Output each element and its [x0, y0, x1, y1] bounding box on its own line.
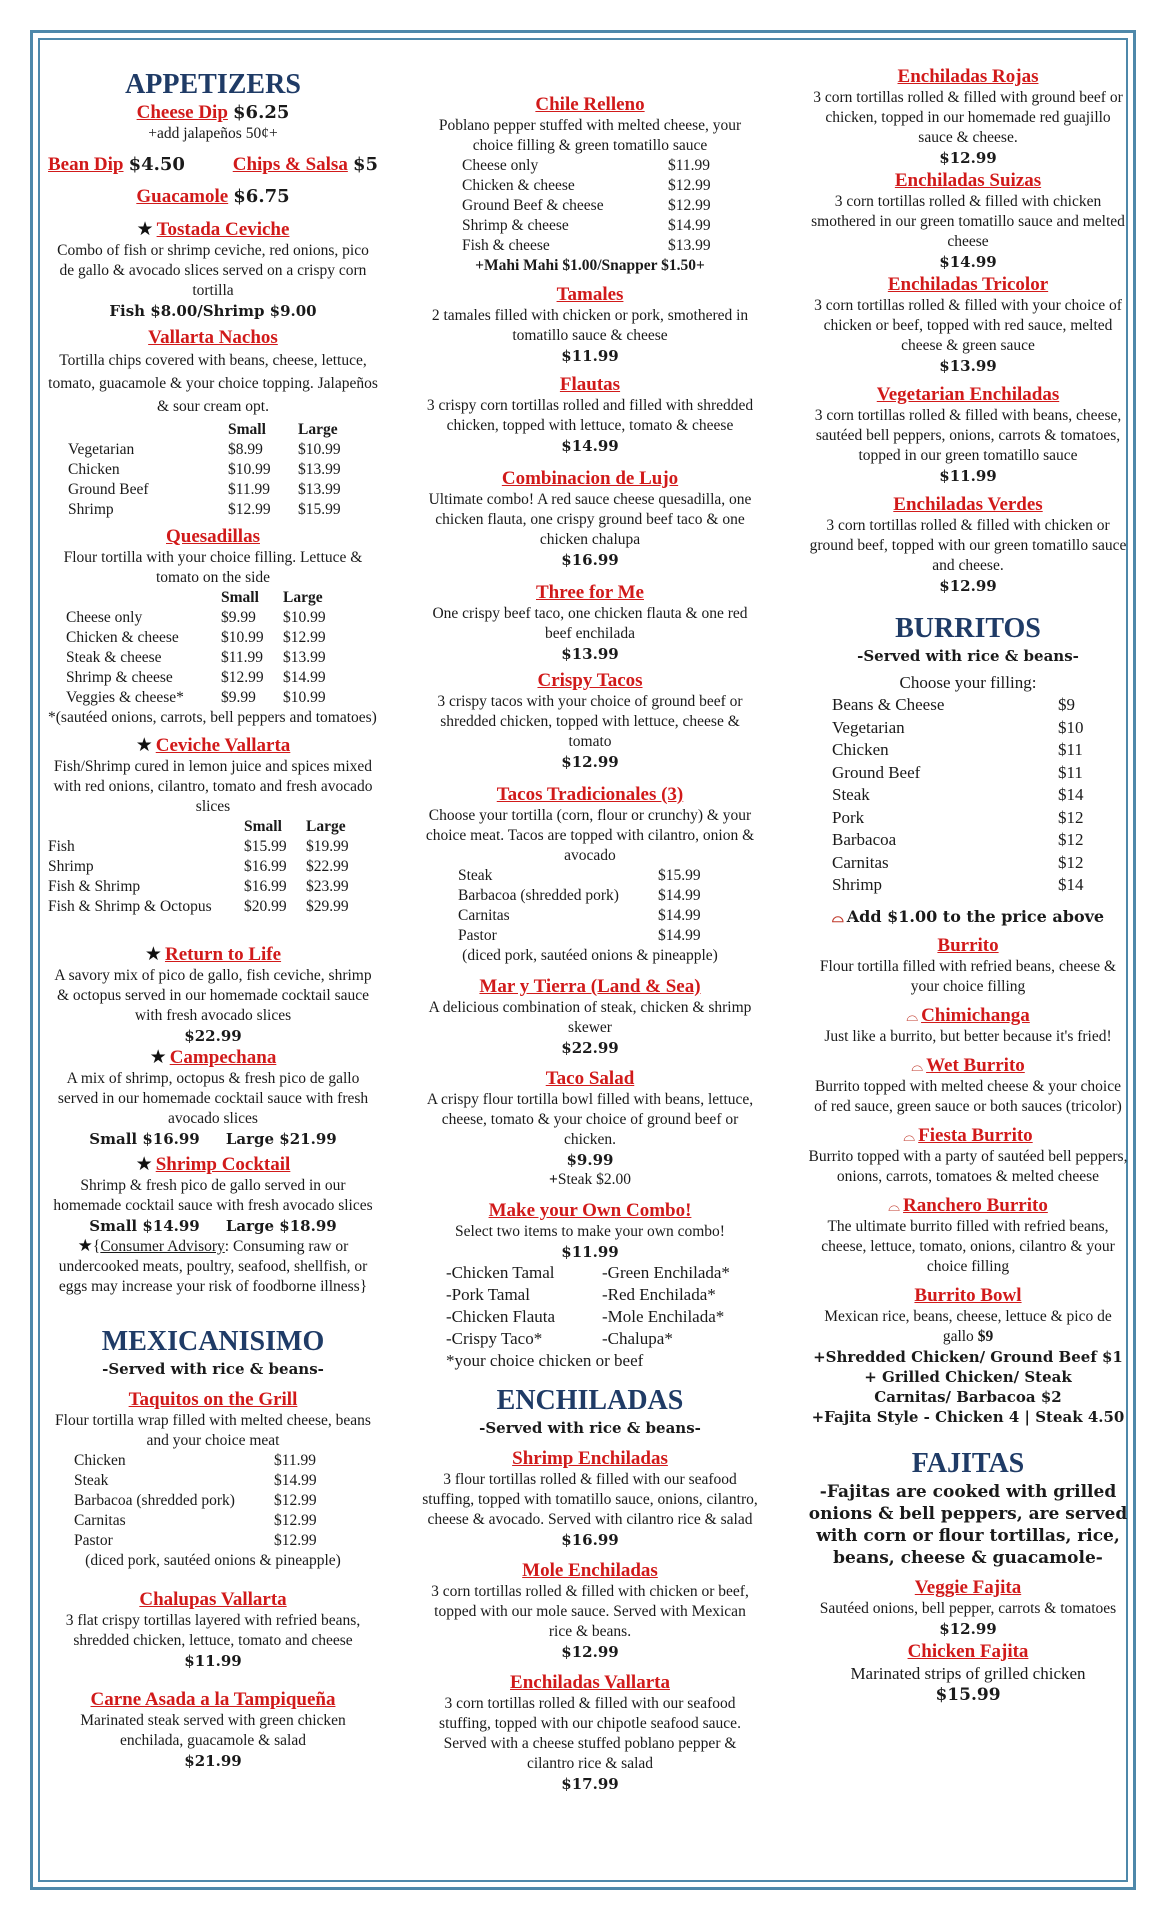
filling-price: $14	[1058, 785, 1084, 804]
combo-option: -Green Enchilada*	[602, 1263, 730, 1282]
fajitas-subtitle: -Fajitas are cooked with grilled onions & bell peppers, are served with corn or flour tortillas, rice, beans, cheese & guacamole-	[808, 1481, 1128, 1568]
chile-relleno-table	[422, 156, 758, 256]
burrito-bowl-title: Burrito Bowl	[914, 1284, 1022, 1306]
sombrero-icon: ⌓	[888, 1196, 901, 1215]
vegetarian-enchiladas-title: Vegetarian Enchiladas	[876, 384, 1060, 405]
mar-y-tierra-title: Mar y Tierra (Land & Sea)	[479, 976, 701, 997]
combo-option: -Chicken Tamal	[446, 1263, 555, 1282]
nachos-row-name: Shrimp	[68, 501, 114, 518]
filling-name: Barbacoa	[832, 830, 897, 849]
quesadillas-table	[48, 588, 378, 708]
nachos-table	[48, 420, 378, 520]
filling-name: Chicken	[832, 740, 889, 759]
nachos-row-small: $8.99	[228, 441, 263, 458]
tostada-title: Tostada Ceviche	[156, 219, 290, 240]
combo-option: -Pork Tamal	[446, 1285, 530, 1304]
mar-y-tierra-desc: A delicious combination of steak, chicken & shrimp skewer	[428, 999, 752, 1036]
burrito-desc: Flour tortilla filled with refried beans, cheese & your choice filling	[819, 957, 1117, 995]
mole-enchiladas-price: $12.99	[561, 1643, 619, 1661]
burrito-title: Burrito	[937, 934, 999, 956]
combinacion-price: $16.99	[561, 551, 619, 569]
taco-salad-price: $9.99	[566, 1151, 614, 1169]
filling-name: Carnitas	[832, 852, 889, 872]
nachos-row-name: Chicken	[68, 461, 120, 478]
column-right	[808, 66, 1128, 1705]
campechana-title: Campechana	[169, 1047, 277, 1068]
star-icon: ★	[77, 1236, 93, 1255]
chalupas-desc: 3 flat crispy tortillas layered with refried beans, shredded chicken, lettuce, tomato and cheese	[65, 1612, 361, 1649]
crispy-tacos-desc: 3 crispy tacos with your choice of ground beef or shredded chicken, topped with lettuce, cheese & tomato	[437, 693, 743, 750]
burrito-bowl-price: $9	[977, 1327, 994, 1345]
column-left	[48, 64, 378, 1771]
chile-relleno-note: +Mahi Mahi $1.00/Snapper $1.50+	[475, 257, 705, 274]
column-middle	[422, 94, 758, 1794]
quesadillas-row-large: $10.99	[283, 689, 326, 706]
taquitos-row-price: $11.99	[274, 1452, 317, 1469]
guacamole-item	[48, 176, 378, 208]
quesadillas-row-name: Shrimp & cheese	[66, 669, 173, 686]
combo-option: -Red Enchilada*	[602, 1285, 716, 1304]
taquitos-title: Taquitos on the Grill	[128, 1389, 298, 1410]
own-combo-items	[422, 1262, 758, 1350]
sombrero-icon: ⌓	[906, 1006, 919, 1025]
enchiladas-suizas-title: Enchiladas Suizas	[894, 170, 1042, 191]
shrimp-cocktail-price: Small $14.99 Large $18.99	[89, 1217, 337, 1235]
burritos-choose: Choose your filling:	[899, 673, 1037, 692]
enchiladas-subtitle: -Served with rice & beans-	[479, 1419, 701, 1437]
chile-relleno-desc: Poblano pepper stuffed with melted cheese, your choice filling & green tomatillo sauce	[438, 117, 742, 154]
ceviche-row-large: $22.99	[306, 858, 349, 875]
nachos-row-name: Vegetarian	[68, 441, 135, 458]
three-for-me-desc: One crispy beef taco, one chicken flauta & one red beef enchilada	[432, 605, 748, 642]
mole-enchiladas-title: Mole Enchiladas	[522, 1560, 658, 1581]
ceviche-row-name: Fish	[48, 838, 75, 855]
enchiladas-vallarta-price: $17.99	[561, 1775, 619, 1793]
fiesta-burrito-desc: Burrito topped with a party of sautéed bell peppers, onions, carrots, tomatoes & melted cheese	[808, 1147, 1128, 1185]
chile-relleno-row-price: $12.99	[668, 177, 711, 194]
nachos-row-small: $11.99	[228, 481, 271, 498]
filling-name: Steak	[832, 785, 870, 804]
nachos-row-small: $10.99	[228, 461, 271, 478]
quesadillas-row-name: Chicken & cheese	[66, 629, 179, 646]
veggie-fajita-price: $12.99	[939, 1619, 997, 1638]
sombrero-icon: ⌓	[831, 907, 844, 926]
appetizers-heading: APPETIZERS	[125, 69, 301, 100]
ceviche-row-large: $23.99	[306, 878, 349, 895]
chimichanga-desc: Just like a burrito, but better because it's fried!	[824, 1027, 1112, 1045]
wet-burrito-desc: Burrito topped with melted cheese & your choice of red sauce, green sauce or both sauces (tricolor)	[814, 1077, 1122, 1115]
chile-relleno-row-name: Ground Beef & cheese	[462, 197, 604, 214]
taco-salad-desc: A crispy flour tortilla bowl filled with beans, lettuce, cheese, tomato & your choice of ground beef or chicken.	[426, 1091, 754, 1148]
ceviche-row-name: Fish & Shrimp	[48, 878, 141, 895]
filling-price: $14	[1058, 875, 1084, 894]
return-to-life-price: $22.99	[184, 1027, 242, 1045]
ceviche-head-small: Small	[244, 818, 282, 835]
shrimp-cocktail-title: Shrimp Cocktail	[155, 1154, 291, 1175]
mexicanisimo-subtitle: -Served with rice & beans-	[102, 1360, 324, 1378]
ceviche-row-small: $20.99	[244, 898, 287, 915]
tostada-price: Fish $8.00/Shrimp $9.00	[109, 302, 317, 320]
carne-asada-desc: Marinated steak served with green chicken enchilada, guacamole & salad	[80, 1712, 346, 1749]
three-for-me-price: $13.99	[561, 645, 619, 663]
own-combo-title: Make your Own Combo!	[488, 1200, 692, 1221]
ceviche-row-small: $16.99	[244, 878, 287, 895]
tacos-trad-row-name: Pastor	[458, 927, 497, 944]
tamales-desc: 2 tamales filled with chicken or pork, smothered in tomatillo sauce & cheese	[431, 307, 749, 344]
filling-name: Ground Beef	[832, 762, 921, 782]
quesadillas-row-small: $12.99	[221, 669, 264, 686]
combo-option: -Crispy Taco*	[446, 1329, 543, 1348]
combo-option: -Chalupa*	[602, 1329, 673, 1348]
burritos-subtitle: -Served with rice & beans-	[857, 647, 1079, 665]
burrito-fillings	[808, 694, 1128, 897]
quesadillas-row-name: Cheese only	[66, 609, 143, 626]
filling-price: $12	[1058, 807, 1084, 827]
filling-price: $10	[1058, 717, 1084, 737]
quesadillas-row-small: $9.99	[221, 689, 256, 706]
tacos-trad-note: (diced pork, sautéed onions & pineapple)	[462, 947, 718, 964]
enchiladas-verdes-price: $12.99	[939, 577, 997, 595]
bean-dip-title: Bean Dip	[48, 154, 124, 175]
filling-price: $11	[1058, 762, 1083, 782]
combo-option: -Chicken Flauta	[446, 1307, 556, 1326]
filling-name: Vegetarian	[832, 717, 905, 737]
chile-relleno-row-price: $11.99	[668, 157, 711, 174]
flautas-price: $14.99	[561, 437, 619, 455]
tostada-desc: Combo of fish or shrimp ceviche, red onions, pico de gallo & avocado slices served on a crispy corn tortilla	[57, 242, 369, 299]
enchiladas-verdes-title: Enchiladas Verdes	[893, 494, 1043, 515]
crispy-tacos-price: $12.99	[561, 753, 619, 771]
fajitas-heading: FAJITAS	[911, 1447, 1025, 1479]
burrito-bowl-desc	[808, 1307, 1128, 1347]
burrito-bowl-extra: + Grilled Chicken/ Steak	[864, 1367, 1072, 1386]
nachos-row-name: Ground Beef	[68, 481, 149, 498]
guacamole-title: Guacamole	[136, 186, 229, 207]
burrito-bowl-extra: Carnitas/ Barbacoa $2	[874, 1387, 1062, 1406]
flautas-desc: 3 crispy corn tortillas rolled and filled with shredded chicken, topped with lettuce, tomato & cheese	[426, 397, 754, 434]
nachos-desc: Tortilla chips covered with beans, cheese, lettuce, tomato, guacamole & your choice topping. Jalapeños & sour cream opt.	[48, 352, 378, 415]
taquitos-row-price: $12.99	[274, 1532, 317, 1549]
advisory-label: Consumer Advisory	[100, 1238, 225, 1255]
nachos-row-small: $12.99	[228, 501, 271, 518]
chile-relleno-row-price: $14.99	[668, 217, 711, 234]
enchiladas-verdes-desc: 3 corn tortillas rolled & filled with chicken or ground beef, topped with our green tomatillo sauce and cheese.	[809, 517, 1127, 574]
ceviche-head-large: Large	[306, 818, 346, 835]
star-icon: ★	[135, 734, 153, 756]
nachos-row-large: $15.99	[298, 501, 341, 518]
quesadillas-row-large: $14.99	[283, 669, 326, 686]
cheese-dip-note: +add jalapeños 50¢+	[148, 125, 278, 142]
quesadillas-note: *(sautéed onions, carrots, bell peppers and tomatoes)	[48, 709, 377, 726]
nachos-row-large: $13.99	[298, 481, 341, 498]
vegetarian-enchiladas-price: $11.99	[939, 467, 997, 485]
carne-asada-price: $21.99	[184, 1752, 242, 1770]
tacos-trad-row-price: $14.99	[658, 927, 701, 944]
dip-row	[48, 144, 378, 176]
quesadillas-title: Quesadillas	[166, 526, 260, 547]
tamales-price: $11.99	[561, 347, 619, 365]
enchiladas-rojas-desc: 3 corn tortillas rolled & filled with ground beef or chicken, topped in our homemade red guajillo sauce & cheese.	[813, 89, 1123, 146]
carne-asada-title: Carne Asada a la Tampiqueña	[90, 1689, 336, 1710]
chile-relleno-row-name: Cheese only	[462, 157, 539, 174]
taco-salad-extra-text: Steak $2.00	[557, 1171, 632, 1188]
tamales-title: Tamales	[556, 284, 624, 305]
taquitos-row-name: Barbacoa (shredded pork)	[74, 1492, 235, 1509]
ceviche-row-large: $29.99	[306, 898, 349, 915]
quesadillas-row-small: $9.99	[221, 609, 256, 626]
tacos-trad-row-name: Carnitas	[458, 907, 510, 924]
enchiladas-rojas-price: $12.99	[939, 149, 997, 167]
chimichanga-title: Chimichanga	[921, 1004, 1030, 1026]
own-combo-price: $11.99	[561, 1243, 619, 1261]
filling-price: $9	[1058, 695, 1075, 714]
quesadillas-desc: Flour tortilla with your choice filling. Lettuce & tomato on the side	[63, 549, 363, 586]
tacos-trad-row-price: $14.99	[658, 907, 701, 924]
chicken-fajita-desc: Marinated strips of grilled chicken	[850, 1663, 1086, 1683]
burritos-add-note	[808, 907, 1128, 927]
filling-price: $12	[1058, 852, 1084, 872]
quesadillas-row-large: $10.99	[283, 609, 326, 626]
taquitos-row-name: Pastor	[74, 1532, 113, 1549]
taquitos-row-name: Carnitas	[74, 1512, 126, 1529]
filling-price: $11	[1058, 740, 1083, 759]
enchiladas-vallarta-desc: 3 corn tortillas rolled & filled with our seafood stuffing, topped with our chipotle seafood sauce. Served with a cheese stuffed poblano pepper & cilantro rice & salad	[439, 1695, 741, 1772]
ceviche-title: Ceviche Vallarta	[155, 735, 291, 756]
tacos-trad-desc: Choose your tortilla (corn, flour or crunchy) & your choice meat. Tacos are topped with cilantro, onion & avocado	[425, 807, 755, 864]
taquitos-note: (diced pork, sautéed onions & pineapple)	[85, 1552, 341, 1569]
tacos-trad-title: Tacos Tradicionales (3)	[496, 784, 684, 805]
shrimp-enchiladas-price: $16.99	[561, 1531, 619, 1549]
crispy-tacos-title: Crispy Tacos	[537, 670, 643, 691]
quesadillas-row-name: Steak & cheese	[66, 649, 162, 666]
mexicanisimo-heading: MEXICANISIMO	[101, 1326, 325, 1357]
bean-dip-price: $4.50	[128, 154, 185, 175]
tacos-trad-row-name: Steak	[458, 867, 493, 884]
own-combo-note: *your choice chicken or beef	[446, 1351, 644, 1370]
mole-enchiladas-desc: 3 corn tortillas rolled & filled with chicken or beef, topped with our mole sauce. Served with Mexican rice & beans.	[431, 1583, 749, 1640]
return-to-life-desc: A savory mix of pico de gallo, fish ceviche, shrimp & octopus served in our homemade cocktail sauce with fresh avocado slices	[54, 967, 372, 1024]
shrimp-cocktail-desc: Shrimp & fresh pico de gallo served in our homemade cocktail sauce with fresh avocado slices	[53, 1177, 373, 1214]
chile-relleno-row-price: $13.99	[668, 237, 711, 254]
burrito-bowl-extra: +Fajita Style - Chicken 4 | Steak 4.50	[811, 1407, 1125, 1426]
quesadillas-row-small: $11.99	[221, 649, 264, 666]
enchiladas-heading: ENCHILADAS	[496, 1385, 684, 1416]
nachos-row-large: $10.99	[298, 441, 341, 458]
vegetarian-enchiladas-desc: 3 corn tortillas rolled & filled with beans, cheese, sautéed bell peppers, onions, carrots & tomatoes, topped in our green tomatillo sauce	[814, 407, 1122, 464]
chile-relleno-row-name: Chicken & cheese	[462, 177, 575, 194]
nachos-title: Vallarta Nachos	[148, 327, 278, 348]
cheese-dip-title: Cheese Dip	[136, 102, 228, 123]
star-icon: ★	[149, 1046, 167, 1068]
quesadillas-row-large: $12.99	[283, 629, 326, 646]
wet-burrito-title: Wet Burrito	[926, 1054, 1025, 1076]
quesadillas-head-large: Large	[283, 589, 323, 606]
advisory-text: : Consuming raw or undercooked meats, poultry, seafood, shellfish, or eggs may increase your risk of foodborne illness}	[58, 1238, 368, 1295]
chile-relleno-title: Chile Relleno	[535, 94, 645, 115]
sombrero-icon: ⌓	[911, 1056, 924, 1075]
cheese-dip-item	[48, 102, 378, 124]
enchiladas-suizas-price: $14.99	[939, 253, 997, 271]
taco-salad-extra-plus: +	[548, 1171, 558, 1188]
burritos-heading: BURRITOS	[895, 613, 1041, 644]
three-for-me-title: Three for Me	[536, 582, 644, 603]
taquitos-row-name: Steak	[74, 1472, 109, 1489]
taco-salad-extra	[422, 1170, 758, 1190]
taquitos-row-name: Chicken	[74, 1452, 126, 1469]
quesadillas-row-name: Veggies & cheese*	[66, 689, 184, 706]
tacos-trad-table	[422, 866, 758, 946]
combinacion-title: Combinacion de Lujo	[501, 468, 679, 489]
campechana-price: Small $16.99 Large $21.99	[89, 1130, 337, 1148]
combo-option: -Mole Enchilada*	[602, 1307, 725, 1326]
shrimp-enchiladas-title: Shrimp Enchiladas	[512, 1448, 668, 1469]
star-icon: ★	[144, 943, 162, 965]
chicken-fajita-title: Chicken Fajita	[907, 1640, 1029, 1662]
shrimp-enchiladas-desc: 3 flour tortillas rolled & filled with our seafood stuffing, topped with tomatillo sauce, onions, cilantro, cheese & avocado. Served with cilantro rice & salad	[422, 1471, 758, 1528]
chile-relleno-row-name: Fish & cheese	[462, 237, 550, 254]
nachos-head-small: Small	[228, 421, 266, 438]
filling-name: Beans & Cheese	[832, 695, 945, 714]
taquitos-row-price: $12.99	[274, 1492, 317, 1509]
enchiladas-tricolor-desc: 3 corn tortillas rolled & filled with your choice of chicken or beef, topped with red sauce, melted cheese & green sauce	[814, 297, 1122, 354]
taquitos-row-price: $12.99	[274, 1512, 317, 1529]
chile-relleno-row-name: Shrimp & cheese	[462, 217, 569, 234]
star-icon: ★	[135, 1153, 153, 1175]
veggie-fajita-title: Veggie Fajita	[914, 1576, 1022, 1598]
chips-salsa-title: Chips & Salsa	[232, 154, 348, 175]
combinacion-desc: Ultimate combo! A red sauce cheese quesadilla, one chicken flauta, one crispy ground beef taco & one chicken chalupa	[428, 491, 752, 548]
filling-name: Shrimp	[832, 875, 883, 894]
quesadillas-row-large: $13.99	[283, 649, 326, 666]
filling-price: $12	[1058, 830, 1084, 849]
quesadillas-row-small: $10.99	[221, 629, 264, 646]
taquitos-desc: Flour tortilla wrap filled with melted cheese, beans and your choice meat	[55, 1412, 371, 1449]
campechana-desc: A mix of shrimp, octopus & fresh pico de gallo served in our homemade cocktail sauce with fresh avocado slices	[57, 1070, 369, 1127]
chile-relleno-row-price: $12.99	[668, 197, 711, 214]
cheese-dip-price: $6.25	[233, 102, 290, 123]
ranchero-burrito-desc: The ultimate burrito filled with refried beans, cheese, lettuce, tomato, onions, cilantro & your choice filling	[821, 1217, 1115, 1275]
ceviche-row-name: Fish & Shrimp & Octopus	[48, 898, 212, 915]
sombrero-icon: ⌓	[903, 1126, 916, 1145]
tacos-trad-row-name: Barbacoa (shredded pork)	[458, 887, 619, 904]
fiesta-burrito-title: Fiesta Burrito	[918, 1124, 1033, 1146]
nachos-row-large: $13.99	[298, 461, 341, 478]
taco-salad-title: Taco Salad	[545, 1068, 635, 1089]
ceviche-row-name: Shrimp	[48, 858, 94, 875]
enchiladas-tricolor-title: Enchiladas Tricolor	[887, 274, 1049, 295]
tacos-trad-row-price: $14.99	[658, 887, 701, 904]
return-to-life-title: Return to Life	[164, 944, 282, 965]
mar-y-tierra-price: $22.99	[561, 1039, 619, 1057]
ceviche-row-small: $16.99	[244, 858, 287, 875]
chalupas-title: Chalupas Vallarta	[139, 1589, 287, 1610]
add-note-text: Add $1.00 to the price above	[846, 906, 1105, 926]
flautas-title: Flautas	[559, 374, 621, 395]
veggie-fajita-desc: Sautéed onions, bell pepper, carrots & tomatoes	[819, 1599, 1117, 1617]
enchiladas-vallarta-title: Enchiladas Vallarta	[510, 1672, 670, 1693]
chips-salsa-price: $5	[352, 154, 378, 175]
ranchero-burrito-title: Ranchero Burrito	[903, 1194, 1048, 1216]
enchiladas-suizas-desc: 3 corn tortillas rolled & filled with chicken smothered in our green tomatillo sauce and melted cheese	[811, 193, 1125, 250]
enchiladas-rojas-title: Enchiladas Rojas	[897, 66, 1039, 87]
guacamole-price: $6.75	[233, 186, 290, 207]
chicken-fajita-price: $15.99	[935, 1684, 1001, 1705]
ceviche-row-small: $15.99	[244, 838, 287, 855]
enchiladas-tricolor-price: $13.99	[939, 357, 997, 375]
quesadillas-head-small: Small	[221, 589, 259, 606]
filling-name: Pork	[832, 807, 865, 827]
burrito-bowl-extra: +Shredded Chicken/ Ground Beef $1	[813, 1347, 1123, 1366]
consumer-advisory	[48, 1236, 378, 1297]
ceviche-row-large: $19.99	[306, 838, 349, 855]
nachos-head-large: Large	[298, 421, 338, 438]
ceviche-table	[48, 817, 378, 917]
taquitos-table	[48, 1451, 378, 1551]
star-icon: ★	[136, 218, 154, 240]
tacos-trad-row-price: $15.99	[658, 867, 701, 884]
advisory-open: {	[92, 1238, 101, 1255]
burrito-bowl-desc-text: Mexican rice, beans, cheese, lettuce & pico de gallo	[824, 1307, 1112, 1345]
taquitos-row-price: $14.99	[274, 1472, 317, 1489]
ceviche-desc: Fish/Shrimp cured in lemon juice and spices mixed with red onions, cilantro, tomato and fresh avocado slices	[53, 758, 373, 815]
own-combo-desc: Select two items to make your own combo!	[455, 1223, 725, 1240]
chalupas-price: $11.99	[184, 1652, 242, 1670]
